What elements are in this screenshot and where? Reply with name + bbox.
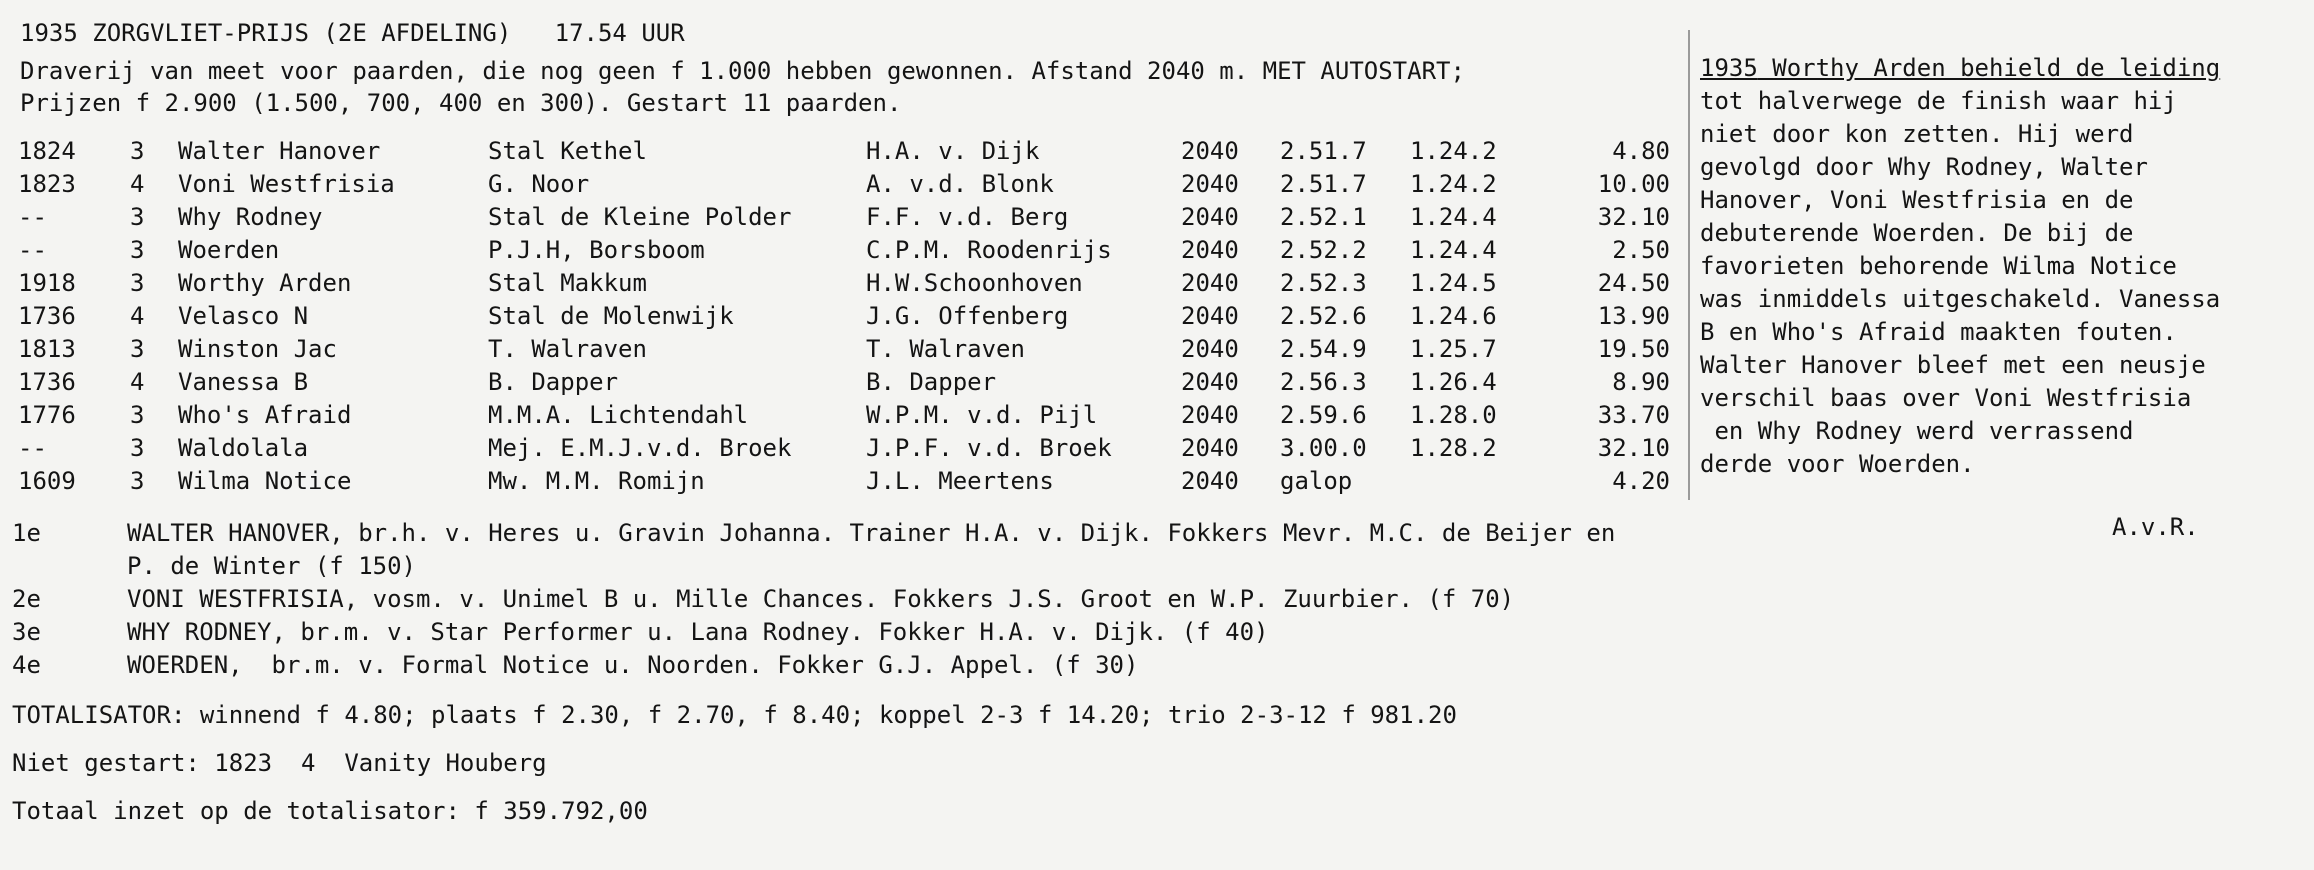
km-time: 1.24.4 — [1410, 203, 1497, 231]
results-table — [18, 136, 1678, 499]
report-line — [1700, 52, 2300, 85]
place-text-continued: P. de Winter (f 150) — [127, 552, 416, 580]
place-text: WOERDEN, br.m. v. Formal Notice u. Noorden. Fokker G.J. Appel. (f 30) — [127, 651, 1139, 679]
report-line: tot halverwege de finish waar hij — [1700, 87, 2177, 115]
race-time: 2.51.7 — [1280, 137, 1367, 165]
table-row — [18, 367, 1678, 400]
report-line: favorieten behorende Wilma Notice — [1700, 252, 2177, 280]
horse-age: 3 — [130, 434, 145, 462]
place-text: VONI WESTFRISIA, vosm. v. Unimel B u. Mille Chances. Fokkers J.S. Groot en W.P. Zuurbier. (f 70) — [127, 585, 1515, 613]
horse-driver: W.P.M. v.d. Pijl — [866, 401, 1098, 429]
km-time: 1.25.7 — [1410, 335, 1497, 363]
report-line: Hanover, Voni Westfrisia en de — [1700, 186, 2134, 214]
list-item — [12, 584, 1862, 617]
horse-number: 1736 — [18, 368, 76, 396]
horse-number: 1609 — [18, 467, 76, 495]
horse-owner: Mej. E.M.J.v.d. Broek — [488, 434, 792, 462]
horse-age: 3 — [130, 401, 145, 429]
horse-name: Voni Westfrisia — [178, 170, 395, 198]
odds: 32.10 — [1597, 434, 1670, 462]
place-text: WHY RODNEY, br.m. v. Star Performer u. Lana Rodney. Fokker H.A. v. Dijk. (f 40) — [127, 618, 1269, 646]
horse-owner: Mw. M.M. Romijn — [488, 467, 705, 495]
horse-driver: F.F. v.d. Berg — [866, 203, 1069, 231]
horse-owner: G. Noor — [488, 170, 590, 198]
odds: 32.10 — [1597, 203, 1670, 231]
race-distance: 2040 — [1181, 368, 1239, 396]
horse-number: 1776 — [18, 401, 76, 429]
horse-number: 1823 — [18, 170, 76, 198]
table-row — [18, 433, 1678, 466]
race-description-line-2: Prijzen f 2.900 (1.500, 700, 400 en 300). Gestart 11 paarden. — [20, 89, 902, 117]
list-item — [12, 650, 1862, 683]
race-time: 3.00.0 — [1280, 434, 1367, 462]
author-initials: A.v.R. — [2112, 513, 2199, 541]
report-line: verschil baas over Voni Westfrisia — [1700, 384, 2192, 412]
odds: 19.50 — [1597, 335, 1670, 363]
race-distance: 2040 — [1181, 170, 1239, 198]
place-position: 4e — [12, 651, 41, 679]
horse-number: 1918 — [18, 269, 76, 297]
table-row — [18, 169, 1678, 202]
km-time: 1.24.6 — [1410, 302, 1497, 330]
place-position: 3e — [12, 618, 41, 646]
race-report — [1700, 52, 2300, 481]
race-description-line-1: Draverij van meet voor paarden, die nog geen f 1.000 hebben gewonnen. Afstand 2040 m. MET AUTOSTART; — [20, 57, 1465, 85]
horse-name: Waldolala — [178, 434, 309, 462]
list-item — [12, 551, 1862, 584]
table-row — [18, 466, 1678, 499]
race-time: 2.56.3 — [1280, 368, 1367, 396]
horse-number: -- — [18, 434, 47, 462]
not-started-line: Niet gestart: 1823 4 Vanity Houberg — [12, 749, 547, 777]
odds: 8.90 — [1612, 368, 1670, 396]
race-distance: 2040 — [1181, 269, 1239, 297]
odds: 13.90 — [1597, 302, 1670, 330]
odds: 4.80 — [1612, 137, 1670, 165]
horse-number: -- — [18, 203, 47, 231]
horse-owner: B. Dapper — [488, 368, 619, 396]
km-time: 1.24.4 — [1410, 236, 1497, 264]
race-distance: 2040 — [1181, 236, 1239, 264]
odds: 33.70 — [1597, 401, 1670, 429]
horse-age: 4 — [130, 368, 145, 396]
race-distance: 2040 — [1181, 137, 1239, 165]
km-time: 1.24.5 — [1410, 269, 1497, 297]
list-item — [12, 617, 1862, 650]
horse-owner: Stal de Kleine Polder — [488, 203, 792, 231]
horse-name: Vanessa B — [178, 368, 309, 396]
horse-name: Walter Hanover — [178, 137, 381, 165]
race-time: 2.52.1 — [1280, 203, 1367, 231]
table-row — [18, 334, 1678, 367]
horse-age: 3 — [130, 269, 145, 297]
km-time: 1.28.2 — [1410, 434, 1497, 462]
horse-age: 3 — [130, 137, 145, 165]
horse-driver: J.P.F. v.d. Broek — [866, 434, 1112, 462]
horse-driver: C.P.M. Roodenrijs — [866, 236, 1112, 264]
report-year: 1935 — [1700, 54, 1758, 82]
table-row — [18, 235, 1678, 268]
table-row — [18, 301, 1678, 334]
odds: 24.50 — [1597, 269, 1670, 297]
total-bet-line: Totaal inzet op de totalisator: f 359.792,00 — [12, 797, 648, 825]
place-text: WALTER HANOVER, br.h. v. Heres u. Gravin Johanna. Trainer H.A. v. Dijk. Fokkers Mevr. M.C. de Beijer en — [127, 519, 1616, 547]
report-line: was inmiddels uitgeschakeld. Vanessa — [1700, 285, 2221, 313]
odds: 2.50 — [1612, 236, 1670, 264]
horse-driver: B. Dapper — [866, 368, 997, 396]
horse-age: 3 — [130, 335, 145, 363]
horse-name: Who's Afraid — [178, 401, 352, 429]
horse-owner: P.J.H, Borsboom — [488, 236, 705, 264]
race-distance: 2040 — [1181, 401, 1239, 429]
horse-age: 3 — [130, 467, 145, 495]
horse-name: Why Rodney — [178, 203, 323, 231]
horse-driver: J.L. Meertens — [866, 467, 1054, 495]
horse-owner: Stal de Molenwijk — [488, 302, 734, 330]
table-row — [18, 202, 1678, 235]
race-title: 1935 ZORGVLIET-PRIJS (2E AFDELING) 17.54 UUR — [20, 19, 685, 47]
column-divider — [1688, 30, 1690, 500]
horse-owner: T. Walraven — [488, 335, 647, 363]
race-time: 2.51.7 — [1280, 170, 1367, 198]
table-row — [18, 268, 1678, 301]
km-time: 1.24.2 — [1410, 137, 1497, 165]
horse-driver: J.G. Offenberg — [866, 302, 1069, 330]
report-line: niet door kon zetten. Hij werd — [1700, 120, 2134, 148]
horse-name: Worthy Arden — [178, 269, 352, 297]
km-time: 1.26.4 — [1410, 368, 1497, 396]
race-time: 2.52.2 — [1280, 236, 1367, 264]
horse-age: 3 — [130, 203, 145, 231]
odds: 4.20 — [1612, 467, 1670, 495]
horse-driver: H.A. v. Dijk — [866, 137, 1040, 165]
km-time: 1.24.2 — [1410, 170, 1497, 198]
odds: 10.00 — [1597, 170, 1670, 198]
report-line: B en Who's Afraid maakten fouten. — [1700, 318, 2177, 346]
report-line: gevolgd door Why Rodney, Walter — [1700, 153, 2148, 181]
report-line: Walter Hanover bleef met een neusje — [1700, 351, 2206, 379]
race-distance: 2040 — [1181, 203, 1239, 231]
horse-number: 1824 — [18, 137, 76, 165]
race-time: 2.59.6 — [1280, 401, 1367, 429]
race-time: galop — [1280, 467, 1353, 495]
horse-driver: H.W.Schoonhoven — [866, 269, 1083, 297]
horse-number: 1813 — [18, 335, 76, 363]
horse-owner: Stal Kethel — [488, 137, 647, 165]
race-distance: 2040 — [1181, 434, 1239, 462]
horse-name: Winston Jac — [178, 335, 337, 363]
horse-name: Wilma Notice — [178, 467, 352, 495]
race-distance: 2040 — [1181, 335, 1239, 363]
horse-driver: T. Walraven — [866, 335, 1025, 363]
report-line: debuterende Woerden. De bij de — [1700, 219, 2134, 247]
horse-name: Woerden — [178, 236, 280, 264]
horse-owner: Stal Makkum — [488, 269, 647, 297]
report-first-line: Worthy Arden behield de leiding — [1757, 54, 2221, 82]
horse-age: 4 — [130, 170, 145, 198]
km-time: 1.28.0 — [1410, 401, 1497, 429]
horse-number: -- — [18, 236, 47, 264]
place-position: 1e — [12, 519, 41, 547]
table-row — [18, 136, 1678, 169]
race-time: 2.52.6 — [1280, 302, 1367, 330]
horse-driver: A. v.d. Blonk — [866, 170, 1054, 198]
race-distance: 2040 — [1181, 467, 1239, 495]
list-item — [12, 518, 1862, 551]
horse-owner: M.M.A. Lichtendahl — [488, 401, 749, 429]
race-time: 2.54.9 — [1280, 335, 1367, 363]
race-distance: 2040 — [1181, 302, 1239, 330]
horse-age: 3 — [130, 236, 145, 264]
table-row — [18, 400, 1678, 433]
horse-number: 1736 — [18, 302, 76, 330]
horse-age: 4 — [130, 302, 145, 330]
place-position: 2e — [12, 585, 41, 613]
totalisator-line: TOTALISATOR: winnend f 4.80; plaats f 2.30, f 2.70, f 8.40; koppel 2-3 f 14.20; trio 2-3-12 f 981.20 — [12, 701, 1457, 729]
report-line: derde voor Woerden. — [1700, 450, 1975, 478]
race-time: 2.52.3 — [1280, 269, 1367, 297]
placings — [12, 518, 1862, 683]
report-line: en Why Rodney werd verrassend — [1700, 417, 2134, 445]
horse-name: Velasco N — [178, 302, 309, 330]
